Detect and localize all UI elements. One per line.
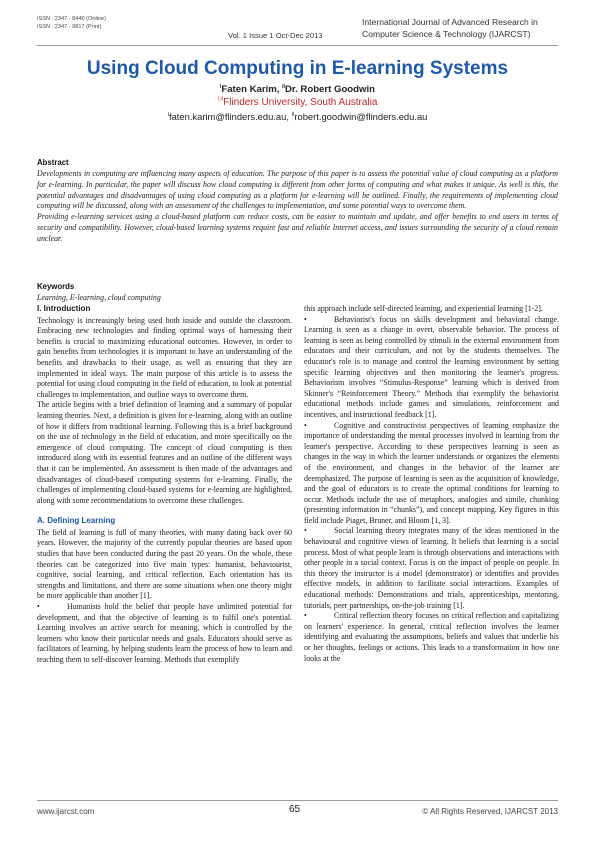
journal-name-line2: Computer Science & Technology (IJARCST) xyxy=(362,29,531,39)
keywords-text: Learning, E-learning, cloud computing xyxy=(37,293,161,302)
cognitive-bullet-text: Cognitive and constructivist perspectives of learning emphasize the importance of understanding the mental processes involved in learning from the learner's perspective. According to these perspectives learning is seen as changes in the way in which the learner understands or organizes the elements of the environment, and changes in the behavior of the learner are deemphasized. The purpose of learning is seen as the acquisition of knowledge, and the goal of educators is to create the optimal conditions for learning to occur. Methods include the use of metaphors, analogies and simile, chunking (presenting information in “chunks”), and concept mapping. Key figures in this field include Piaget, Bruner, and Bloom [1, 3]. xyxy=(304,420,559,525)
bullet-marker: • xyxy=(304,420,307,430)
author1-name: Faten Karim, xyxy=(221,84,280,95)
abstract-heading: Abstract xyxy=(37,158,69,167)
authors xyxy=(37,84,558,95)
cognitive-bullet xyxy=(304,421,559,527)
bullet-marker: • xyxy=(37,602,40,612)
abstract-paragraph-2: Providing e-learning services using a cloud-based platform can reduce costs, can be easier to maintain and update, and offer benefits to end users in terms of security and compatibility. However, cloud-based learning systems require fast and reliable Internet access, and issues surrounding the security of a cloud remain unclear. xyxy=(37,212,558,243)
critical-reflection-bullet xyxy=(304,611,559,664)
volume-issue: Vol. 1 Issue 1 Oct-Dec 2013 xyxy=(228,31,323,40)
bullet-marker: • xyxy=(304,611,307,621)
bullet-marker: • xyxy=(304,526,307,536)
author-emails xyxy=(37,111,558,122)
header-divider xyxy=(37,45,558,46)
behaviorist-bullet xyxy=(304,315,559,421)
footer-website: www.ijarcst.com xyxy=(37,807,95,816)
behaviorist-bullet-text: Behaviorist's focus on skills development and behavioral change. Learning is seen as a change in overt, observable behavior. The process of learning is seen as being controlled by stimuli in the external environment from educators and their curriculum, and not by the students themselves. The educator's role is to manage and control the learning environment by setting specific learning objectives and then monitoring the learner's progress. Behaviorism involves “Stimulus-Response” learning which is derived from Skinner's “Reinforcement Theory.” Methods that exemplify the behaviorist educational methods include games and simulations, reinforcement and incentives, and instructional feedback [1]. xyxy=(304,314,559,419)
author2-marker: II xyxy=(282,83,285,90)
intro-paragraph-2: The article begins with a brief definition of learning and a summary of popular learning theories. Next, a definition is given for e-learning, along with an outline of how it differs from traditional learning. Following this is a brief background on the use of technology in the field of education, and more specifically on the emergence of cloud computing. The concept of cloud computing is then introduced along with its essential features and an outline of the different ways that it can be implemented. An assessment is then made of the advantages and disadvantages of cloud-based computing systems for e-learning. Finally, the challenges of implementing cloud-based systems for e-learning are highlighted, along with some recommendations to overcome these challenges. xyxy=(37,400,292,505)
footer-copyright: © All Rights Reserved, IJARCST 2013 xyxy=(422,807,558,816)
email1-marker: I xyxy=(167,111,169,118)
issn-print: ISSN : 2347 - 9817 (Print) xyxy=(37,24,102,30)
right-column xyxy=(304,304,559,664)
email1: faten.karim@flinders.edu.au, xyxy=(168,111,289,122)
social-learning-bullet xyxy=(304,526,559,611)
issn-online: ISSN : 2347 - 8446 (Online) xyxy=(37,16,107,22)
abstract-body xyxy=(37,169,558,245)
intro-paragraph-1: Technology is increasingly being used both inside and outside the classroom. Embracing new technologies and finding optimal ways of harnessing their benefits is crucial to maximizing educational outcomes. However, in order to gain benefits from technologies it is important to have an understanding of the benefits and drawbacks to their usage, as well as ensuring that they are implemented in ideal ways. The main purpose of this article is to assess the potential for using cloud computing in the field of education, to look at potential challenges to implementation, and outline ways to overcome them. xyxy=(37,315,292,399)
page-number: 65 xyxy=(289,804,301,815)
email2: robert.goodwin@flinders.edu.au xyxy=(294,111,428,122)
author1-marker: I xyxy=(219,83,222,90)
paper-title: Using Cloud Computing in E-learning Systems xyxy=(86,58,509,79)
defining-learning-paragraph: The field of learning is full of many theories, with many dating back over 60 years. However, the majority of the currently popular theories are based upon studies that have been conducted during the past 20 years. On the whole, these theories can be categorized into five main types: humanist, behaviourist, cognitive, social learning, and critical reflection. Each orientation has its strengths and limitations, and there are some situations when one theory might be more applicable than another [1]. xyxy=(37,527,292,601)
journal-name-line1: International Journal of Advanced Research in xyxy=(362,17,538,27)
introduction-heading: I. Introduction xyxy=(37,304,91,313)
affiliation-marker: I,II xyxy=(217,96,224,103)
issn-block xyxy=(37,15,106,31)
humanist-bullet xyxy=(37,602,292,666)
keywords-heading: Keywords xyxy=(37,282,75,291)
abstract-paragraph-1: Developments in computing are influencing many aspects of education. The purpose of this paper is to assess the potential value of cloud computing as a platform for e-learning. In particular, the paper will discuss how cloud computing is different from other forms of computing and what makes it unique. As well is this, the potential advantages and disadvantages of using cloud computing as a platform for e-learning will be outlined. Finally, the requirements of implementing cloud computing will be discussed, along with an assessment of the challenges to implementation, and some potential ways to overcome them. xyxy=(37,169,558,211)
bullet-marker: • xyxy=(304,314,307,324)
affiliation xyxy=(37,97,558,108)
author2-name: Dr. Robert Goodwin xyxy=(284,84,376,95)
journal-name xyxy=(362,16,562,40)
humanist-continuation: this approach include self-directed learning, and experiential learning [1-2]. xyxy=(304,304,543,313)
affiliation-name: Flinders University, South Australia xyxy=(223,97,378,108)
critical-reflection-bullet-text: Critical reflection theory focuses on critical reflection and capitalizing on learners' experience. In general, critical reflection involves the learner identifying and evaluating the assumptions, beliefs and values that underlie his or her thoughts, feelings or actions. This leads to a transformation in how one looks at the xyxy=(304,611,559,663)
humanist-bullet-text: Humanists hold the belief that people have unlimited potential for development, and that the objective of learning is to fulfil one's potential. Learning involves an active search for meaning, which is controlled by the learners who know their particular needs and goals. Educators should serve as facilitators of learning, by helping students learn the process of how to learn and teaching them to self-discover learning. Methods that exemplify xyxy=(37,602,292,664)
email2-marker: II xyxy=(291,111,295,118)
defining-learning-heading: A. Defining Learning xyxy=(37,516,116,526)
footer-divider xyxy=(37,800,558,801)
social-learning-bullet-text: Social learning theory integrates many of the ideas mentioned in the behavioural and cognitive views of learning. It beliefs that learning is a social process. Most of what people learn is through observations and interactions with other people in a social context. Focus is on the impact of people on people. In this theory the instructor is a model (demonstrator) or identifies and provides effective models, in addition to facilitate social interactions. Examples of educational methods: Demonstrations and trials, apprenticeships, mentoring, tutorials, peer partnerships, on-the-job training [1]. xyxy=(304,526,559,610)
left-column xyxy=(37,304,292,666)
